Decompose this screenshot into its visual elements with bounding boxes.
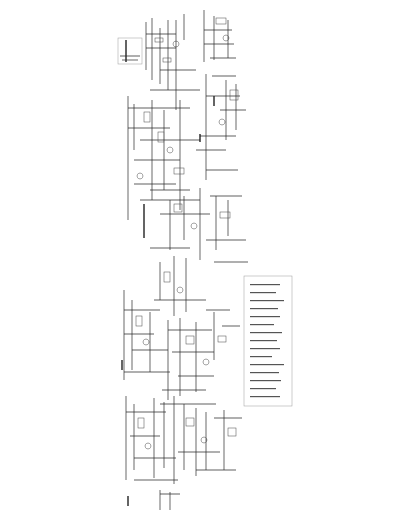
right-notes-block [244,276,292,406]
upper-middle-block [128,96,200,220]
bottom-block [126,396,242,510]
center-block [144,188,248,316]
lower-middle-block [162,310,240,400]
top-right-block [204,10,236,62]
lower-left-block [122,290,170,380]
right-upper-block [196,74,246,180]
top-left-block [118,14,200,110]
